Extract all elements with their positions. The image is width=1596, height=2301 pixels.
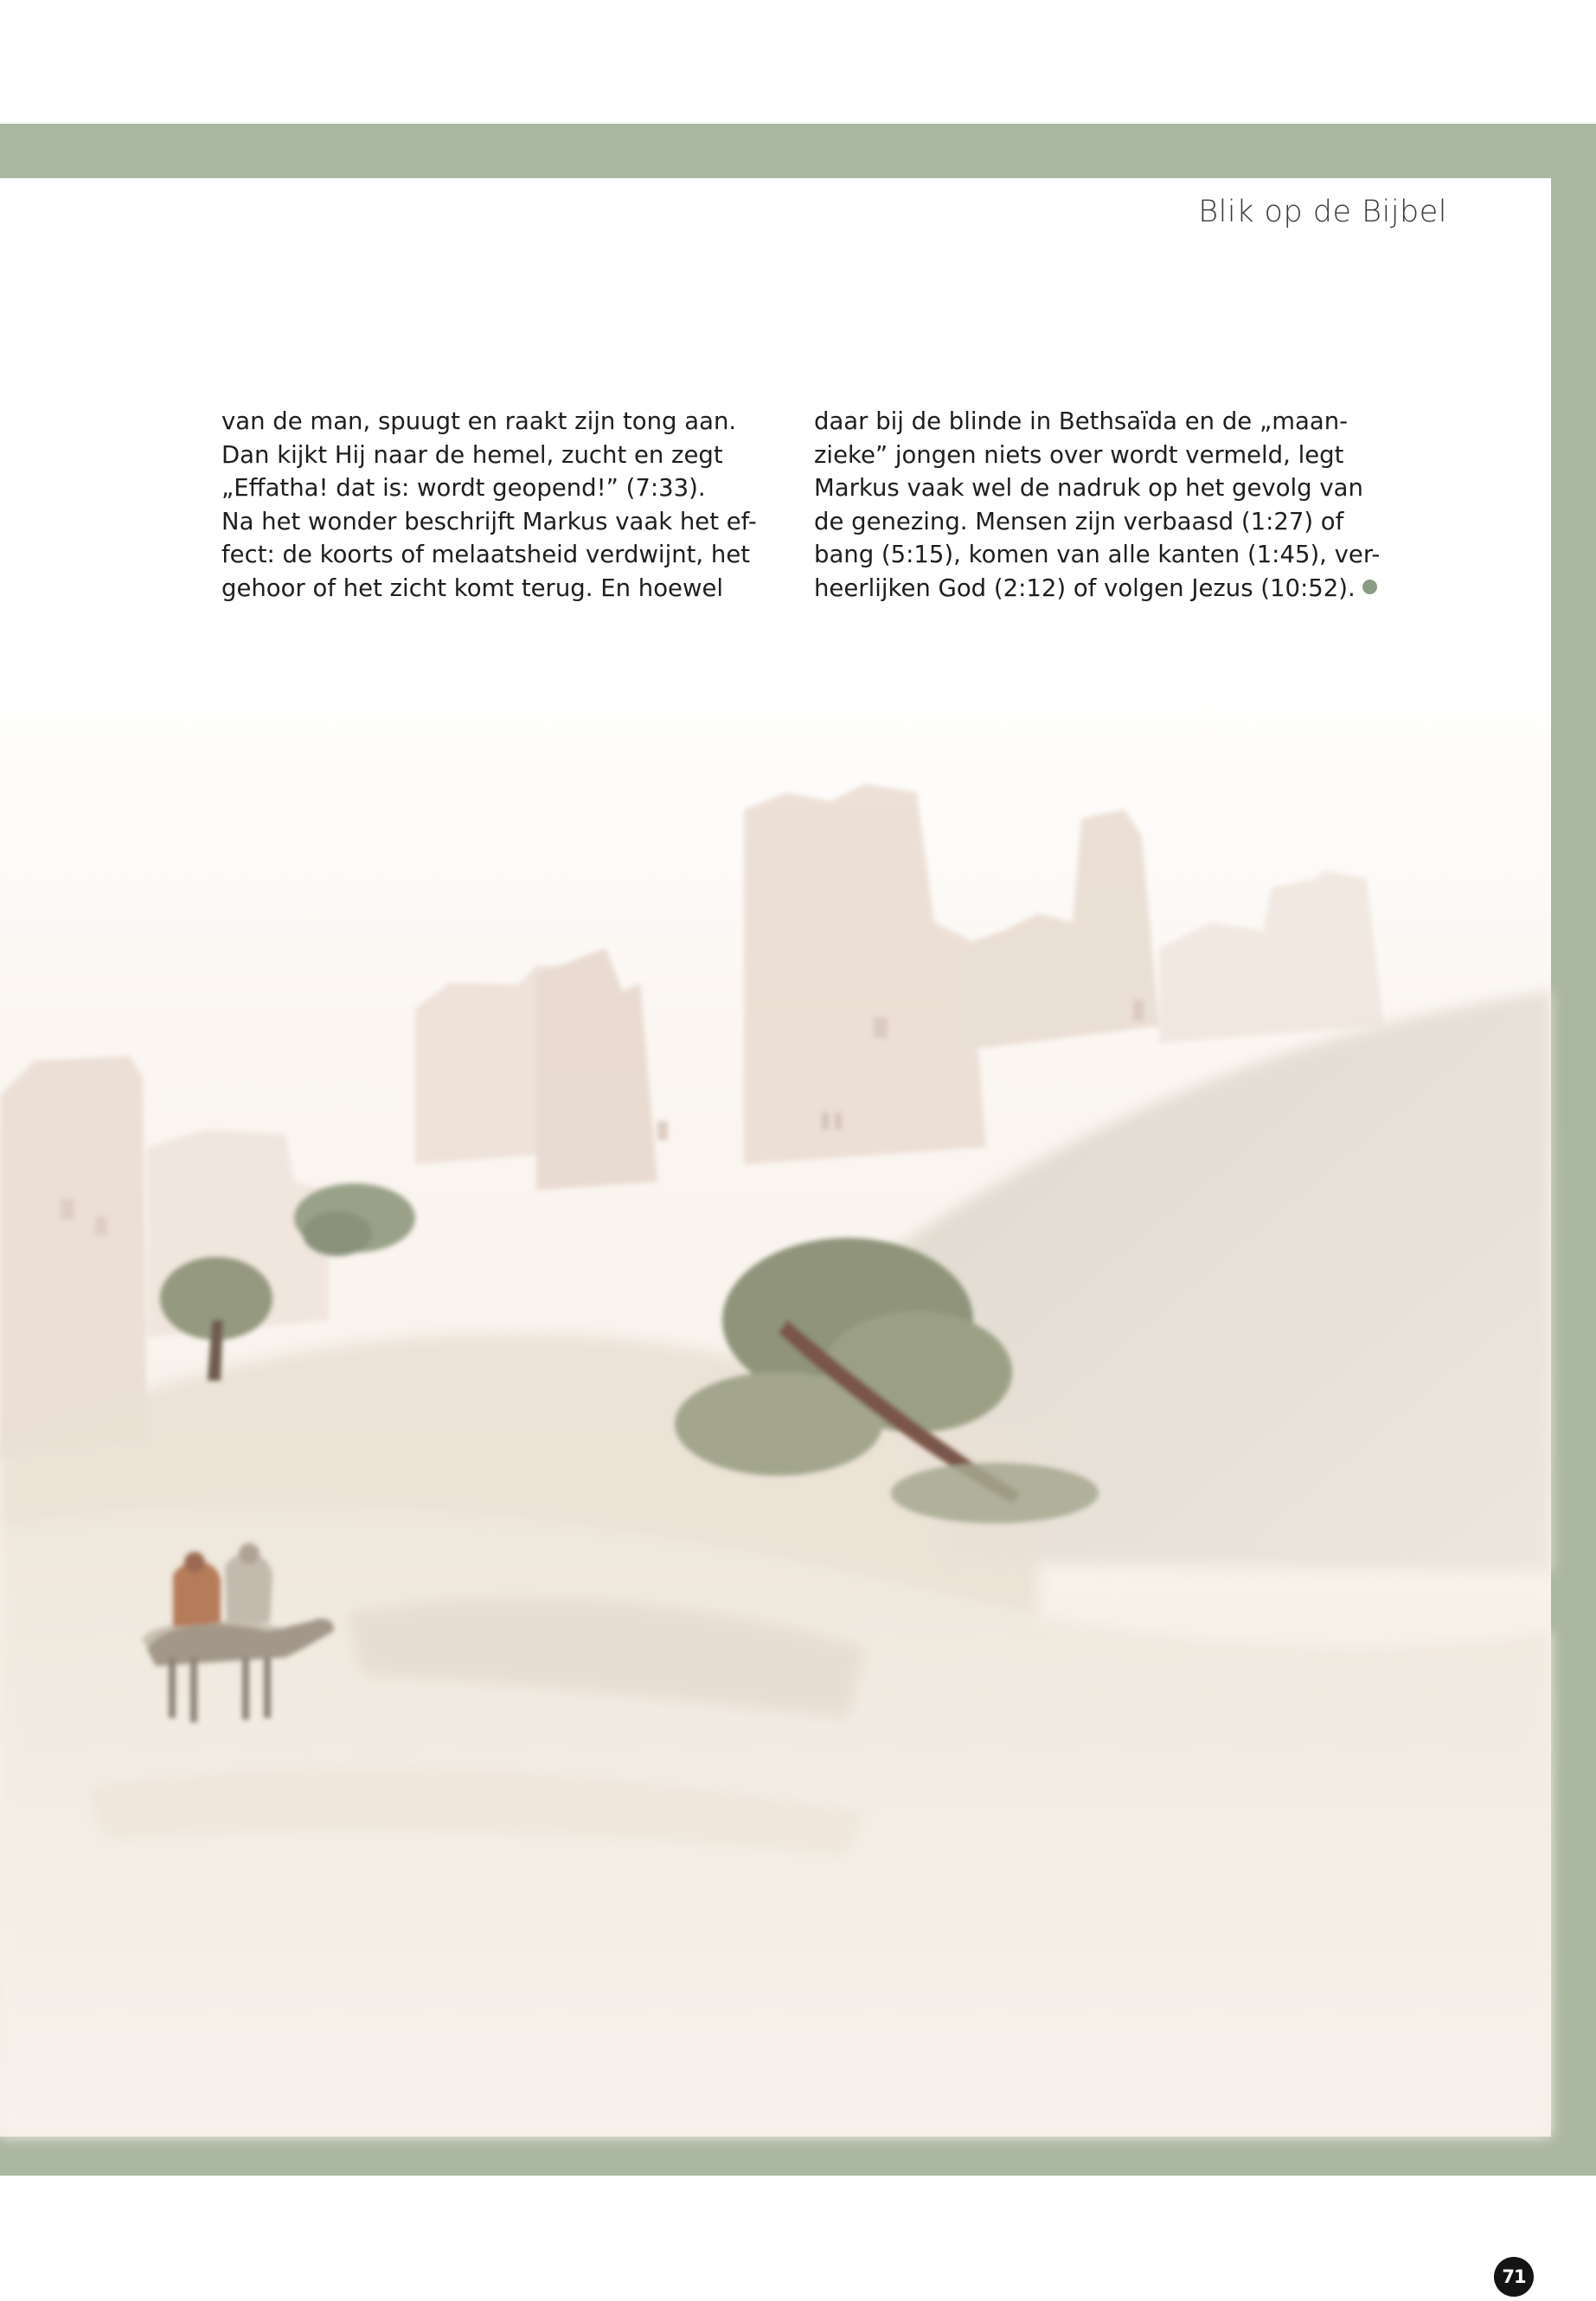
text-line: van de man, spuugt en raakt zijn tong aan. [221,407,737,435]
text-column-left [221,405,775,605]
text-line: daar bij de blinde in Bethsaïda en de „maan- [814,407,1349,435]
text-line: Dan kijkt Hij naar de hemel, zucht en zegt [221,440,723,469]
text-line: zieke” jongen niets over wordt vermeld, legt [814,440,1344,469]
text-line: fect: de koorts of melaatsheid verdwijnt, het [221,541,751,568]
text-line: „Effatha! dat is: wordt geopend!” (7:33). [221,474,706,502]
frame-top-border [0,124,1596,178]
text-line: Na het wonder beschrijft Markus vaak het ef- [221,507,757,535]
text-line: heerlijken God (2:12) of volgen Jezus (10:52). [814,574,1356,602]
text-line: gehoor of het zicht komt terug. En hoewel [221,574,723,602]
frame-right-border [1551,124,1596,2176]
page-content [0,178,1551,2287]
text-line: bang (5:15), komen van alle kanten (1:45), ver- [814,541,1381,568]
page-number-badge: 71 [1494,2257,1534,2297]
desert-ruins-illustration [0,663,1551,2137]
end-of-article-dot-icon [1362,580,1377,594]
text-line: Markus vaak wel de nadruk op het gevolg van [814,474,1363,502]
frame-bottom-border [0,2137,1596,2176]
text-line: de genezing. Mensen zijn verbaasd (1:27) of [814,507,1344,535]
running-header: Blik op de Bijbel [1198,195,1447,229]
text-column-right [814,405,1381,605]
